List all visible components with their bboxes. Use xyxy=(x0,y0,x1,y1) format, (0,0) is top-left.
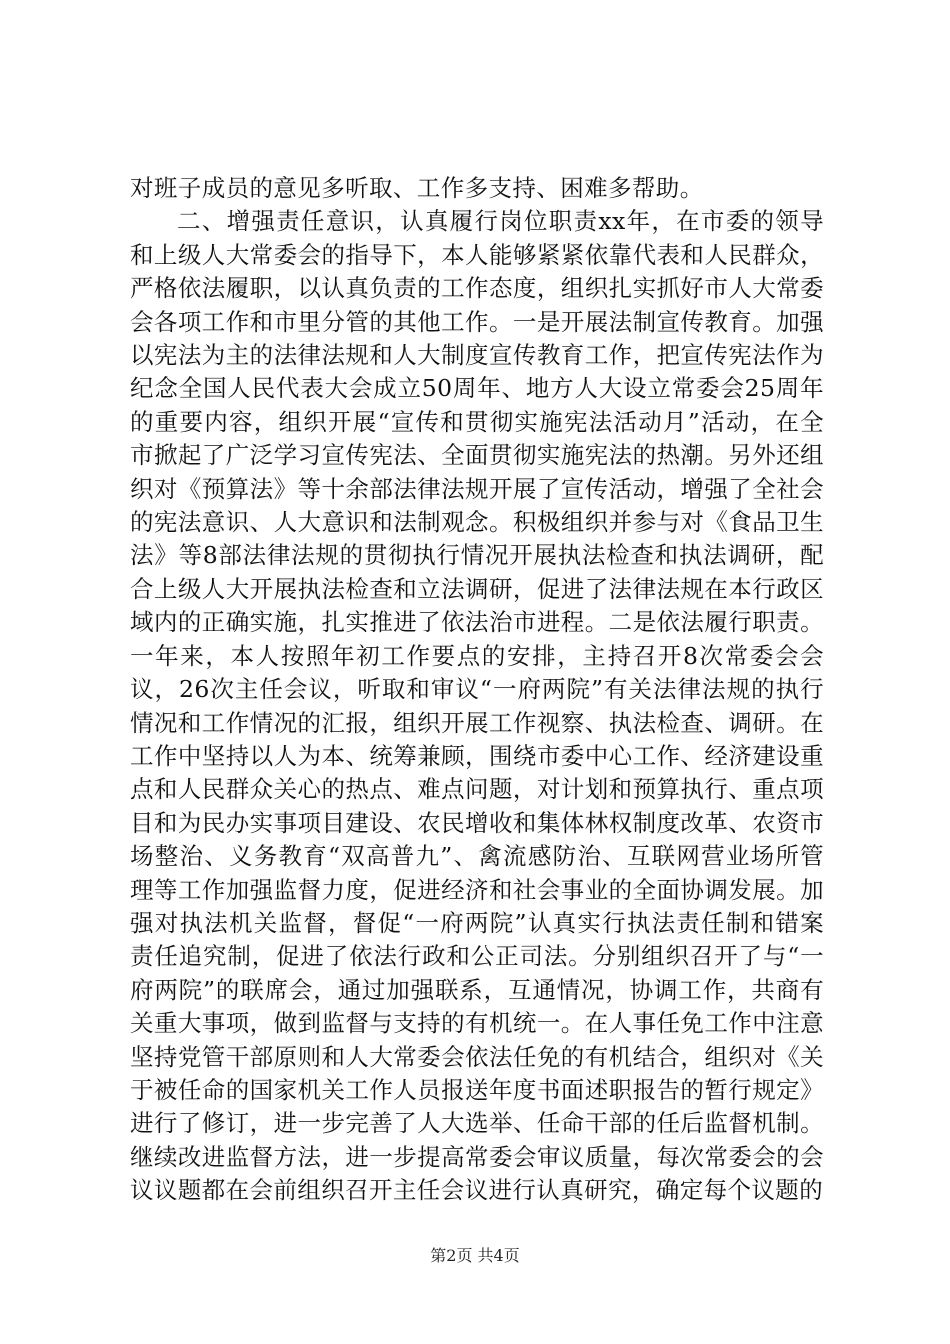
page-footer: 第2页 共4页 xyxy=(430,1246,520,1265)
paragraph-section-two: 二、增强责任意识，认真履行岗位职责xx年，在市委的领导和上级人大常委会的指导下，本人能够紧紧依靠代表和人民群众，严格依法履职，以认真负责的工作态度，组织扎实抓好市人大常委会各项工作和市里分管的其他工作。一是开展法制宣传教育。加强以宪法为主的法律法规和人大制度宣传教育工作，把宣传宪法作为纪念全国人民代表大会成立50周年、地方人大设立常委会25周年的重要内容，组织开展“宣传和贯彻实施宪法活动月”活动，在全市掀起了广泛学习宣传宪法、全面贯彻实施宪法的热潮。另外还组织对《预算法》等十余部法律法规开展了宣传活动，增强了全社会的宪法意识、人大意识和法制观念。积极组织并参与对《食品卫生法》等8部法律法规的贯彻执行情况开展执法检查和执法调研，配合上级人大开展执法检查和立法调研，促进了法律法规在本行政区域内的正确实施，扎实推进了依法治市进程。二是依法履行职责。一年来，本人按照年初工作要点的安排，主持召开8次常委会会议，26次主任会议，听取和审议“一府两院”有关法律法规的执行情况和工作情况的汇报，组织开展工作视察、执法检查、调研。在工作中坚持以人为本、统筹兼顾，围绕市委中心工作、经济建设重点和人民群众关心的热点、难点问题，对计划和预算执行、重点项目和为民办实事项目建设、农民增收和集体林权制度改革、农资市场整治、义务教育“双高普九”、禽流感防治、互联网营业场所管理等工作加强监督力度，促进经济和社会事业的全面协调发展。加强对执法机关监督，督促“一府两院”认真实行执法责任制和错案责任追究制，促进了依法行政和公正司法。分别组织召开了与“一府两院”的联席会，通过加强联系，互通情况，协调工作，共商有关重大事项，做到监督与支持的有机统一。在人事任免工作中注意坚持党管干部原则和人大常委会依法任免的有机结合，组织对《关于被任命的国家机关工作人员报送年度书面述职报告的暂行规定》进行了修订，进一步完善了人大选举、任命干部的任后监督机制。继续改进监督方法，进一步提高常委会审议质量，每次常委会的会议议题都在会前组织召开主任会议进行认真研究，确定每个议题的 xyxy=(130,207,824,1205)
document-body xyxy=(130,172,824,1208)
paragraph-continuation: 对班子成员的意见多听取、工作多支持、困难多帮助。 xyxy=(130,174,704,202)
